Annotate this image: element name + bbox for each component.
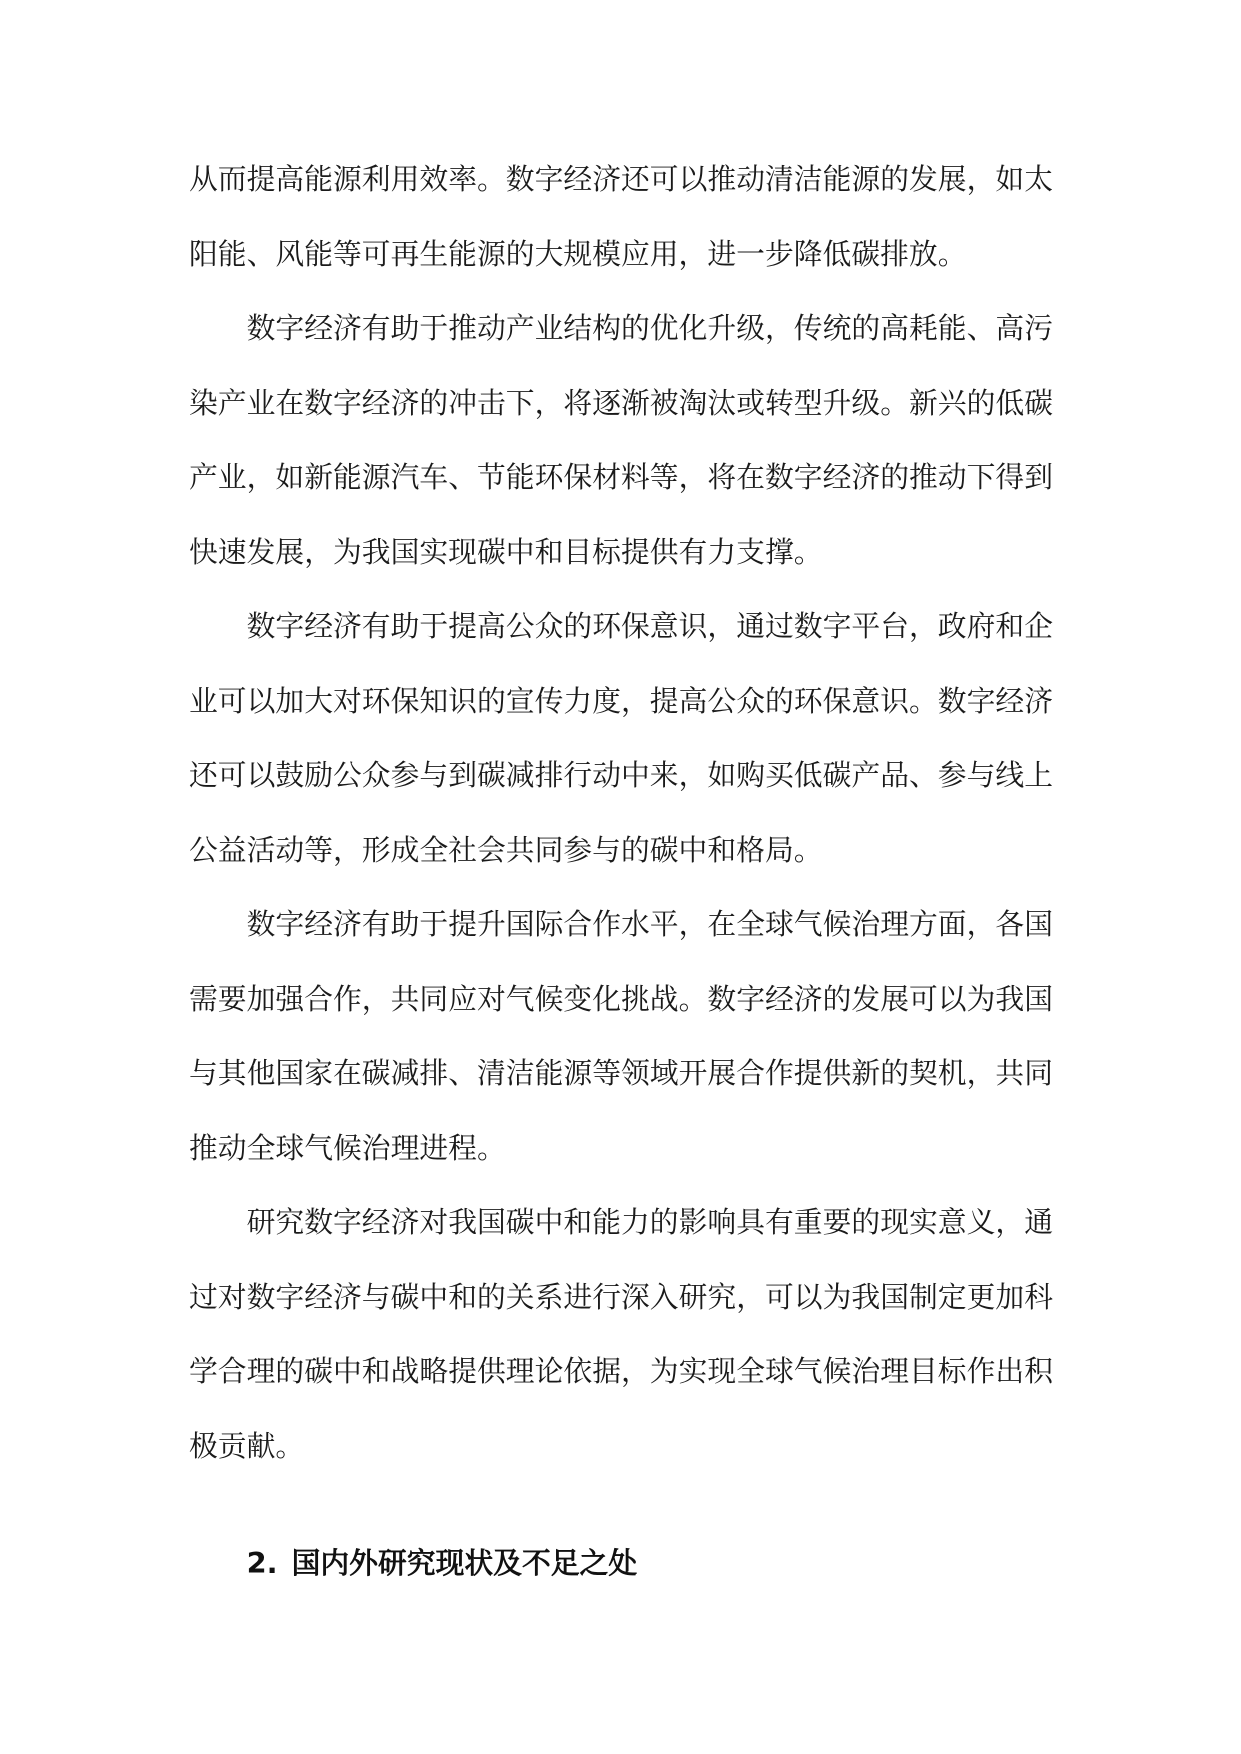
body-paragraph-2: 数字经济有助于推动产业结构的优化升级，传统的高耗能、高污染产业在数字经济的冲击下，将逐渐被淘汰或转型升级。新兴的低碳产业，如新能源汽车、节能环保材料等，将在数字经济的推动下得到快速发展，为我国实现碳中和目标提供有力支撑。 — [189, 311, 1053, 569]
body-paragraph-1: 从而提高能源利用效率。数字经济还可以推动清洁能源的发展，如太阳能、风能等可再生能源的大规模应用，进一步降低碳排放。 — [189, 162, 1053, 271]
section-title: 国内外研究现状及不足之处 — [291, 1546, 638, 1580]
body-paragraph-3: 数字经济有助于提高公众的环保意识，通过数字平台，政府和企业可以加大对环保知识的宣传力度，提高公众的环保意识。数字经济还可以鼓励公众参与到碳减排行动中来，如购买低碳产品、参与线上公益活动等，形成全社会共同参与的碳中和格局。 — [189, 609, 1053, 867]
document-body — [189, 142, 1053, 1601]
body-paragraph-5: 研究数字经济对我国碳中和能力的影响具有重要的现实意义，通过对数字经济与碳中和的关系进行深入研究，可以为我国制定更加科学合理的碳中和战略提供理论依据，为实现全球气候治理目标作出积极贡献。 — [189, 1205, 1053, 1463]
section-heading — [189, 1526, 1053, 1601]
section-number: 2. — [246, 1546, 278, 1580]
body-paragraph-4: 数字经济有助于提升国际合作水平，在全球气候治理方面，各国需要加强合作，共同应对气候变化挑战。数字经济的发展可以为我国与其他国家在碳减排、清洁能源等领域开展合作提供新的契机，共同推动全球气候治理进程。 — [189, 907, 1053, 1165]
